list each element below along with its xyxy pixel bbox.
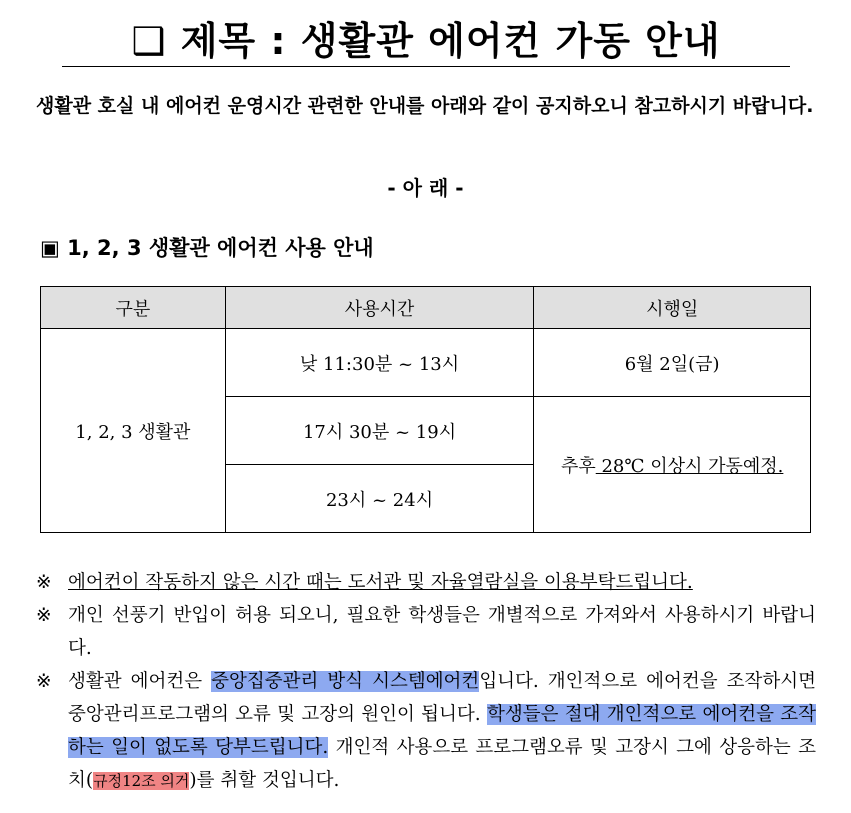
time-cell: 23시 ~ 24시 [225, 465, 534, 533]
header-category: 구분 [41, 287, 226, 329]
document-title: ❑ 제목 : 생활관 에어컨 가동 안내 [62, 10, 790, 67]
note-library: 에어컨이 작동하지 않은 시간 때는 도서관 및 자율열람실을 이용부탁드립니다. [68, 572, 693, 593]
note-text: 생활관 에어컨은 [68, 671, 212, 692]
note-item [36, 599, 816, 665]
time-cell: 낮 11:30분 ~ 13시 [225, 329, 534, 397]
highlight-system: 중앙집중관리 방식 시스템에어컨 [211, 671, 480, 692]
time-cell: 17시 30분 ~ 19시 [225, 397, 534, 465]
date-cell: 6월 2일(금) [534, 329, 811, 397]
section-title: ▣ 1, 2, 3 생활관 에어컨 사용 안내 [40, 236, 374, 260]
highlight-warning: 학생들은 절대 개인적으로 에어컨을 조작하는 일이 없도록 당부드립니다. [68, 704, 816, 758]
notes-list [36, 566, 816, 798]
note-text: 입니다. 개인적으로 에어컨을 조작하시면 중앙관리프로그램의 오류 및 고장의 원인이 됩니다. [68, 671, 816, 725]
later-cell [534, 397, 811, 533]
category-cell: 1, 2, 3 생활관 [41, 329, 226, 533]
arae-heading: - 아 래 - [387, 176, 464, 200]
intro-paragraph: 생활관 호실 내 에어컨 운영시간 관련한 안내를 아래와 같이 공지하오니 참고하시기 바랍니다. [36, 95, 814, 117]
note-mark: ※ [36, 605, 52, 626]
table-header-row [41, 287, 811, 329]
note-mark: ※ [36, 671, 52, 692]
note-text: 개인적 사용으로 프로그램오류 및 고장시 그에 상응하는 조치( [68, 737, 816, 791]
header-date: 시행일 [534, 287, 811, 329]
later-prefix: 추후 [560, 455, 596, 477]
note-item [36, 665, 816, 798]
table-row [41, 329, 811, 397]
header-time: 사용시간 [225, 287, 534, 329]
highlight-regulation: 규정12조 의거 [93, 772, 190, 790]
note-mark: ※ [36, 572, 52, 593]
later-condition: 28℃ 이상시 가동예정. [595, 455, 784, 477]
note-item [36, 566, 816, 599]
note-fan: 개인 선풍기 반입이 허용 되오니, 필요한 학생들은 개별적으로 가져와서 사용하시기 바랍니다. [68, 605, 816, 659]
schedule-table [40, 286, 811, 533]
note-text: )를 취할 것입니다. [189, 770, 340, 791]
